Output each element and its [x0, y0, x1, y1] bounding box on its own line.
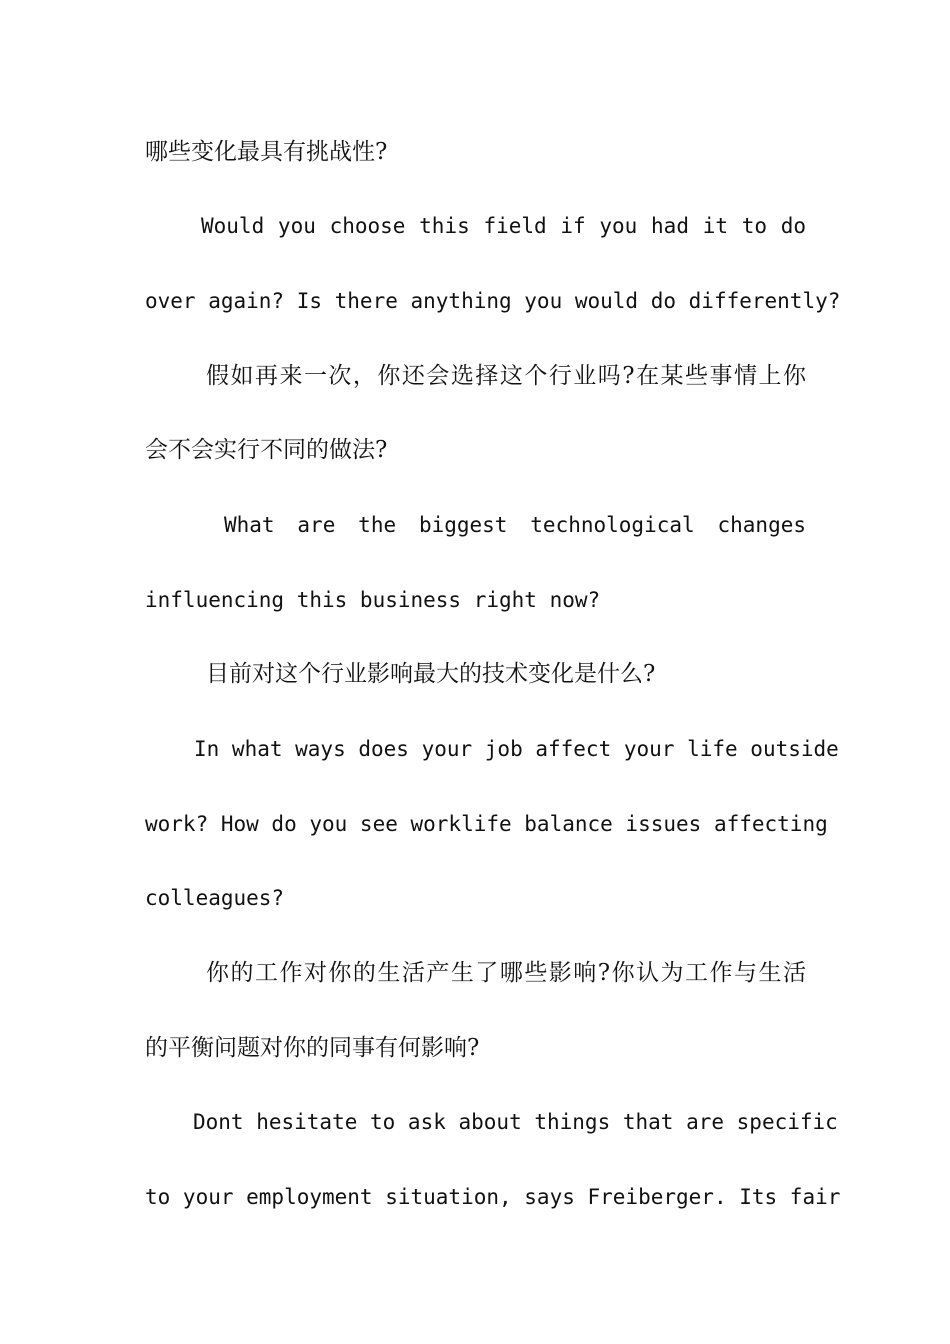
text-line: to your employment situation, says Freiberger. Its fair [145, 1185, 841, 1209]
text-line: Would you choose this field if you had it to do [201, 214, 806, 238]
text-line: 目前对这个行业影响最大的技术变化是什么? [206, 661, 656, 687]
text-line: In what ways does your job affect your life outside [194, 737, 839, 761]
text-line: over again? Is there anything you would do differently? [145, 289, 841, 313]
text-line: 你的工作对你的生活产生了哪些影响?你认为工作与生活 [206, 960, 806, 986]
text-line: colleagues? [145, 886, 285, 910]
document-page [145, 0, 841, 1344]
text-line: 哪些变化最具有挑战性? [145, 139, 388, 165]
text-line: 的平衡问题对你的同事有何影响? [145, 1035, 480, 1061]
text-line: work? How do you see worklife balance issues affecting [145, 812, 828, 836]
text-line: Dont hesitate to ask about things that are specific [193, 1110, 838, 1134]
text-line: What are the biggest technological changes [224, 513, 806, 537]
text-line: influencing this business right now? [145, 588, 601, 612]
text-line: 假如再来一次，你还会选择这个行业吗?在某些事情上你 [206, 363, 806, 389]
text-line: 会不会实行不同的做法? [145, 437, 388, 463]
